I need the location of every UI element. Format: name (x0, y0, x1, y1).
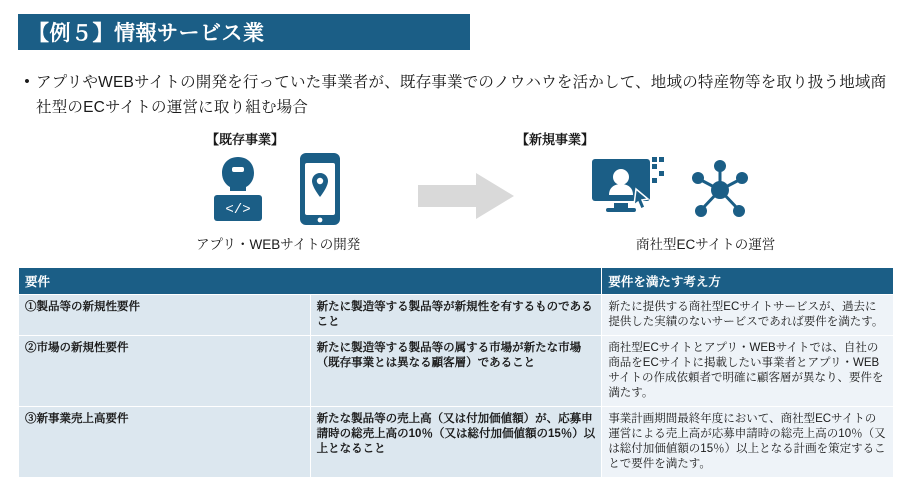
row-requirement: ③新事業売上高要件 (19, 407, 311, 478)
row-detail: 新たに製造等する製品等の属する市場が新たな市場（既存事業とは異なる顧客層）であること (310, 336, 602, 407)
table-header-requirement: 要件 (19, 268, 602, 295)
smartphone-icon (296, 151, 344, 232)
lead-paragraph (18, 70, 894, 120)
table-row (19, 295, 894, 336)
lead-text: アプリやWEBサイトの開発を行っていた事業者が、既存事業でのノウハウを活かして、地域の特産物等を取り扱う地域商社型のECサイトの運営に取り組む場合 (36, 74, 887, 116)
svg-text:</>: </> (225, 202, 251, 218)
row-idea: 事業計画期間最終年度において、商社型ECサイトの運営による売上高が応募申請時の総売上高の10％（又は総付加価値額の15％）以上となる計画を策定することで要件を満たす。 (602, 407, 894, 478)
requirements-table (18, 267, 894, 478)
row-detail: 新たに製造等する製品等が新規性を有するものであること (310, 295, 602, 336)
network-icon (690, 159, 750, 226)
existing-business-label: 【既存事業】 (206, 132, 285, 147)
monitor-user-icon (590, 153, 666, 226)
right-arrow-icon (418, 173, 514, 224)
table-row (19, 336, 894, 407)
row-requirement: ②市場の新規性要件 (19, 336, 311, 407)
developer-icon (204, 153, 272, 230)
slide-title-bar (18, 14, 470, 50)
row-idea: 商社型ECサイトとアプリ・WEBサイトでは、自社の商品をECサイトに掲載したい事業者とアプリ・WEBサイトの作成依頼者で明確に顧客層が異なり、要件を満たす。 (602, 336, 894, 407)
page-title: 【例５】情報サービス業 (28, 22, 265, 45)
row-detail: 新たな製品等の売上高（又は付加価値額）が、応募申請時の総売上高の10％（又は総付加価値額の15％）以上となること (310, 407, 602, 478)
table-header-idea: 要件を満たす考え方 (602, 268, 894, 295)
business-diagram (18, 125, 894, 255)
new-business-caption: 商社型ECサイトの運営 (636, 237, 776, 252)
table-row (19, 407, 894, 478)
existing-business-caption: アプリ・WEBサイトの開発 (196, 237, 361, 252)
table-header-row (19, 268, 894, 295)
row-idea: 新たに提供する商社型ECサイトサービスが、過去に提供した実績のないサービスであれば要件を満たす。 (602, 295, 894, 336)
bullet-marker: • (24, 73, 30, 90)
row-requirement: ①製品等の新規性要件 (19, 295, 311, 336)
requirements-table-wrap (18, 267, 894, 478)
new-business-label: 【新規事業】 (516, 132, 595, 147)
